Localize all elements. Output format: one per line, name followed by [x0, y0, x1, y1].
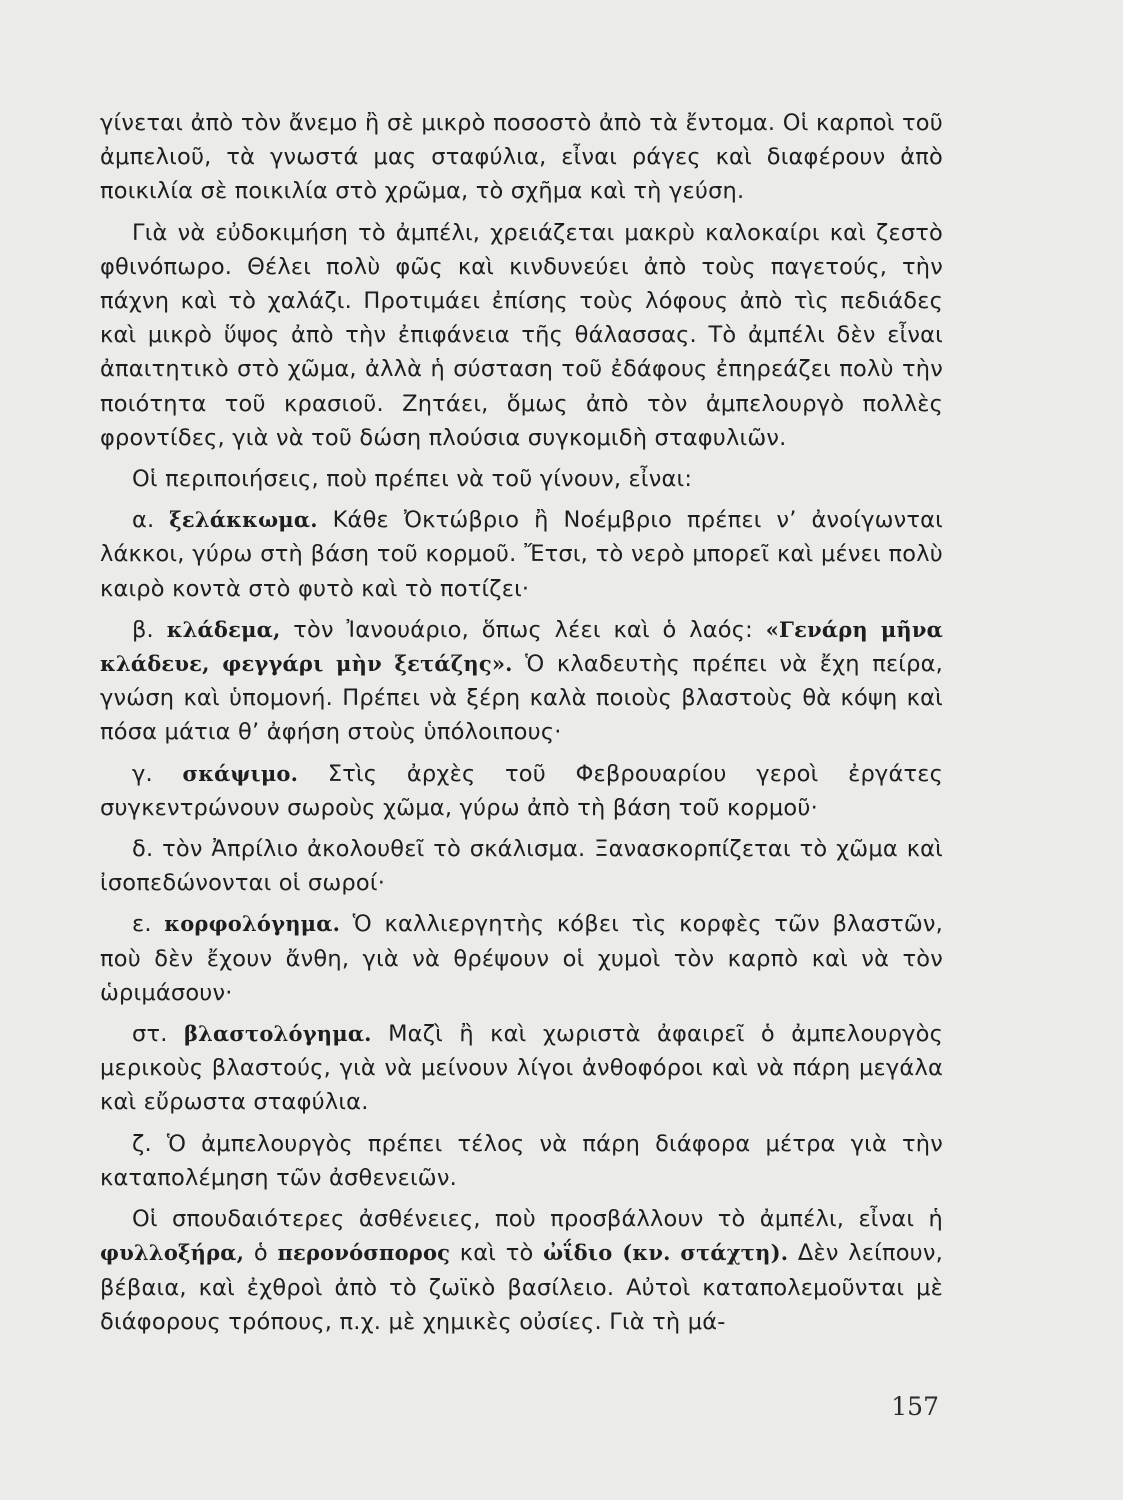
paragraph	[100, 613, 943, 750]
text-run: δ. τὸν Ἀπρίλιο ἀκολουθεῖ τὸ σκάλισμα. Ξανασκορπίζεται τὸ χῶμα καὶ ἰσοπεδώνονται οἱ σωροί·	[100, 836, 943, 897]
text-run: Οἱ περιποιήσεις, ποὺ πρέπει νὰ τοῦ γίνουν, εἶναι:	[132, 466, 693, 493]
paragraph	[100, 1017, 943, 1120]
paragraph	[100, 832, 943, 900]
text-run: α.	[132, 507, 170, 534]
text-run: ὁ	[244, 1240, 278, 1267]
body-text	[100, 106, 943, 1346]
paragraph	[100, 503, 943, 606]
text-run: Μαζὶ ἢ καὶ χωριστὰ ἀφαιρεῖ ὁ ἀμπελουργὸς μερικοὺς βλαστούς, γιὰ νὰ μείνουν λίγοι ἀνθοφόροι καὶ νὰ πάρη μεγάλα καὶ εὔρωστα σταφύλια.	[100, 1021, 943, 1116]
paragraph	[100, 1127, 943, 1195]
text-run: Ὁ κλαδευτὴς πρέπει νὰ ἔχη πείρα, γνώση καὶ ὑπομονή. Πρέπει νὰ ξέρη καλὰ ποιοὺς βλαστοὺς θὰ κόψη καὶ πόσα μάτια θ’ ἀφήση στοὺς ὑπόλοιπους·	[100, 651, 943, 746]
bold-term: κορφολόγημα.	[164, 911, 341, 937]
bold-term: «Γενάρη μῆνα κλάδευε, φεγγάρι μὴν ξετάζης».	[100, 616, 943, 677]
paragraph	[100, 757, 943, 825]
text-run: Ὁ καλλιεργητὴς κόβει τὶς κορφὲς τῶν βλαστῶν, ποὺ δὲν ἔχουν ἄνθη, γιὰ νὰ θρέψουν οἱ χυμοὶ τὸν καρπὸ καὶ νὰ τὸν ὡριμάσουν·	[100, 911, 943, 1006]
text-run: στ.	[132, 1021, 184, 1048]
bold-term: βλαστολόγημα.	[183, 1021, 372, 1047]
bold-term: κλάδεμα,	[166, 616, 281, 642]
paragraph	[100, 216, 943, 455]
bold-term: ξελάκκωμα.	[169, 507, 318, 533]
text-run: ε.	[132, 911, 165, 938]
text-run: Στὶς ἀρχὲς τοῦ Φεβρουαρίου γεροὶ ἐργάτες συγκεντρώνουν σωροὺς χῶμα, γύρω ἀπὸ τὴ βάση τοῦ κορμοῦ·	[100, 760, 943, 821]
bold-term: σκάψιμο.	[182, 760, 299, 786]
bold-term: φυλλοξήρα,	[100, 1240, 245, 1266]
text-run: ζ. Ὁ ἀμπελουργὸς πρέπει τέλος νὰ πάρη διάφορα μέτρα γιὰ τὴν καταπολέμηση τῶν ἀσθενειῶν.	[100, 1130, 943, 1191]
text-run: Οἱ σπουδαιότερες ἀσθένειες, ποὺ προσβάλλουν τὸ ἀμπέλι, εἶναι ἡ	[132, 1206, 943, 1233]
text-run: Δὲν λείπουν, βέβαια, καὶ ἐχθροὶ ἀπὸ τὸ ζωϊκὸ βασίλειο. Αὐτοὶ καταπολεμοῦνται μὲ διάφορους τρόπους, π.χ. μὲ χημικὲς οὐσίες. Γιὰ τὴ μά-	[100, 1240, 944, 1335]
paragraph	[100, 907, 943, 1010]
text-run: Γιὰ νὰ εὐδοκιμήση τὸ ἀμπέλι, χρειάζεται μακρὺ καλοκαίρι καὶ ζεστὸ φθινόπωρο. Θέλει πολὺ φῶς καὶ κινδυνεύει ἀπὸ τοὺς παγετούς, τὴν πάχνη καὶ τὸ χαλάζι. Προτιμάει ἐπίσης τοὺς λόφους ἀπὸ τὶς πεδιάδες καὶ μικρὸ ὕψος ἀπὸ τὴν ἐπιφάνεια τῆς θάλασσας. Τὸ ἀμπέλι δὲν εἶναι ἀπαιτητικὸ στὸ χῶμα, ἀλλὰ ἡ σύσταση τοῦ ἐδάφους ἐπηρεάζει πολὺ τὴν ποιότητα τοῦ κρασιοῦ. Ζητάει, ὅμως ἀπὸ τὸν ἀμπελουργὸ πολλὲς φροντίδες, γιὰ νὰ τοῦ δώση πλούσια συγκομιδὴ σταφυλιῶν.	[100, 219, 943, 451]
bold-term: περονόσπορος	[277, 1240, 451, 1266]
text-run: γ.	[132, 760, 183, 787]
bold-term: ὠΐδιο (κν. στάχτη).	[543, 1240, 789, 1266]
text-run: καὶ τὸ	[450, 1240, 544, 1267]
paragraph	[100, 106, 943, 209]
text-run: Κάθε Ὀκτώβριο ἢ Νοέμβριο πρέπει ν’ ἀνοίγωνται λάκκοι, γύρω στὴ βάση τοῦ κορμοῦ. Ἔτσι, τὸ νερὸ μπορεῖ καὶ μένει πολὺ καιρὸ κοντὰ στὸ φυτὸ καὶ τὸ ποτίζει·	[100, 507, 943, 602]
text-run: τὸν Ἰανουάριο, ὅπως λέει καὶ ὁ λαός:	[280, 616, 766, 643]
text-run: β.	[132, 616, 167, 643]
paragraph	[100, 1202, 943, 1339]
text-run: γίνεται ἀπὸ τὸν ἄνεμο ἢ σὲ μικρὸ ποσοστὸ ἀπὸ τὰ ἔντομα. Οἱ καρποὶ τοῦ ἀμπελιοῦ, τὰ γνωστά μας σταφύλια, εἶναι ράγες καὶ διαφέρουν ἀπὸ ποικιλία σὲ ποικιλία στὸ χρῶμα, τὸ σχῆμα καὶ τὴ γεύση.	[100, 110, 943, 205]
page-number: 157	[891, 1392, 939, 1421]
paragraph	[100, 462, 943, 496]
